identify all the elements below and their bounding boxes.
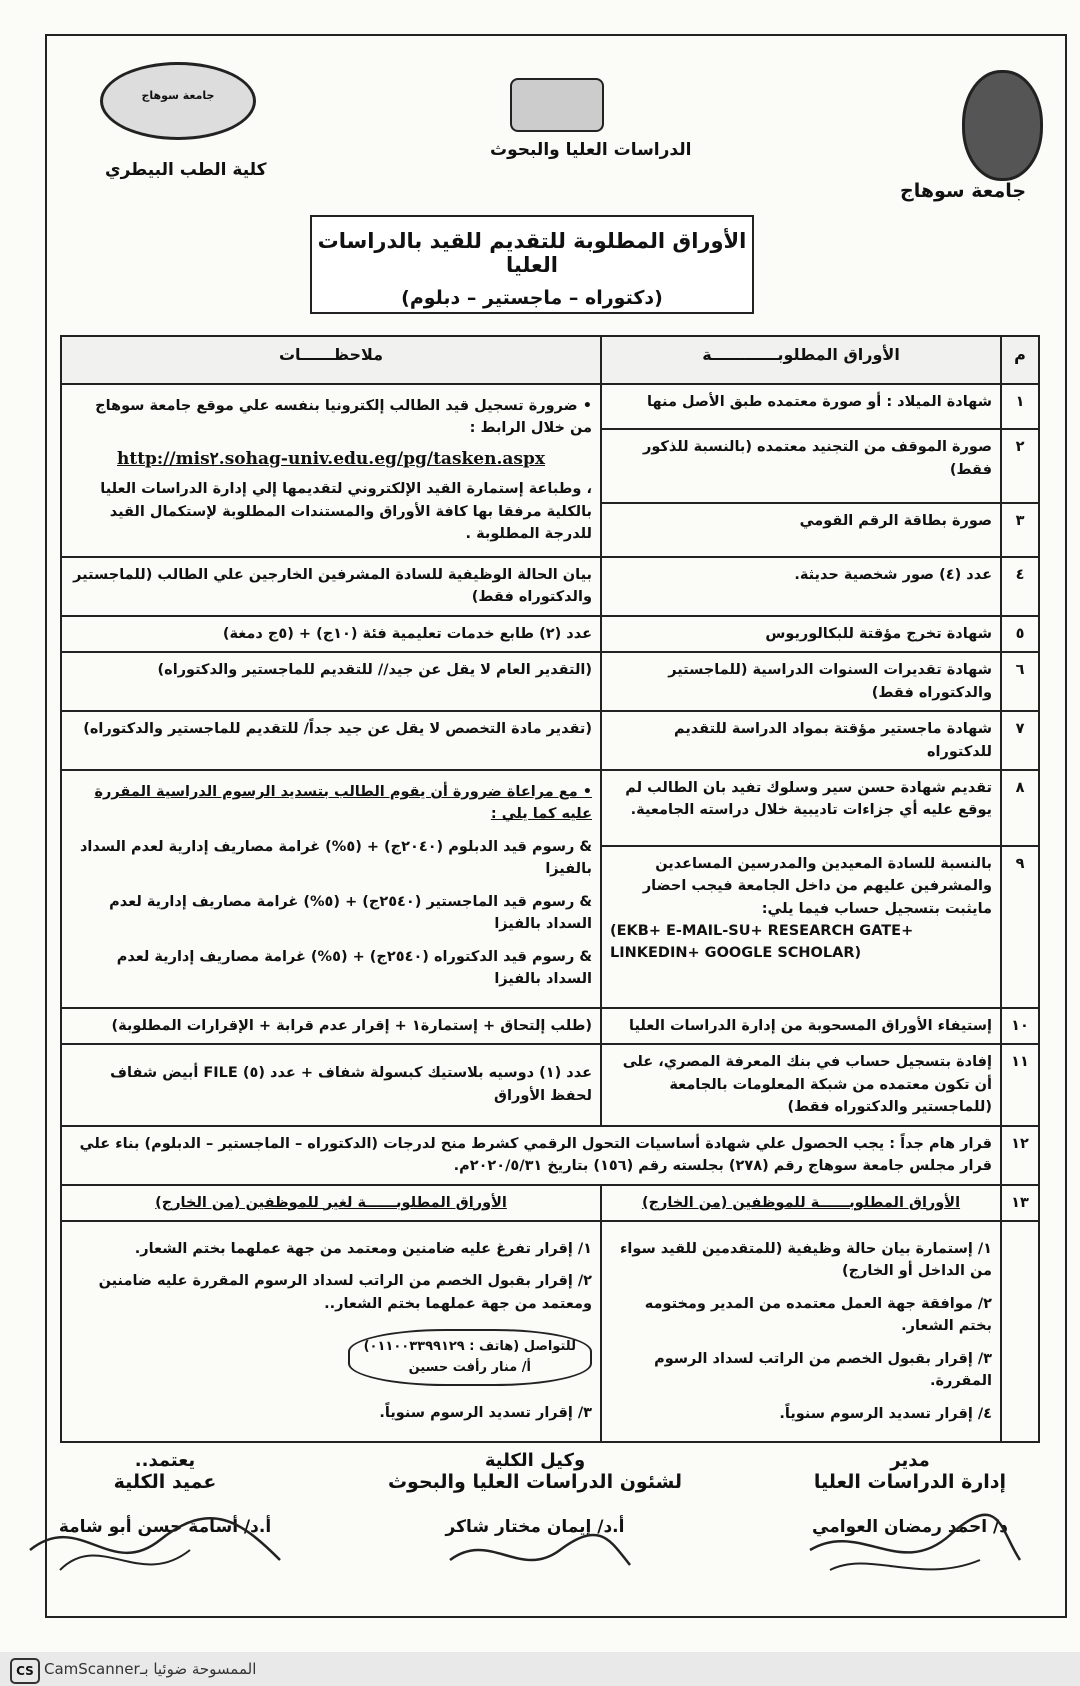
requirements-table — [60, 335, 1040, 1443]
dean-handwritten-signature — [20, 1490, 320, 1600]
vice-dean-handwritten-signature — [440, 1520, 640, 1590]
list-item: ٣/ إقرار تسديد الرسوم سنوياً. — [379, 1404, 592, 1421]
table-row — [61, 1185, 1039, 1221]
row-num: ١٠ — [1001, 1008, 1039, 1044]
row-num: ٨ — [1001, 770, 1039, 846]
row-num: ٧ — [1001, 711, 1039, 770]
table-row — [61, 557, 1039, 616]
camscanner-arabic-label: الممسوحة ضوئيا بـ — [140, 1660, 257, 1678]
row-num: ٦ — [1001, 652, 1039, 711]
row-note: عدد (١) دوسيه بلاستيك كبسولة شفاف + عدد (٥) FILE أبيض شفاف لحفظ الأوراق — [61, 1044, 601, 1125]
row-num: ٥ — [1001, 616, 1039, 652]
table-row — [61, 770, 1039, 846]
fees-intro: • مع مراعاة ضرورة أن يقوم الطالب بتسديد الرسوم الدراسية المقررة عليه كما يلي : — [94, 783, 592, 823]
notes-registration — [61, 384, 601, 557]
header-num: م — [1001, 336, 1039, 384]
list-item: ١/ إقرار تفرغ عليه ضامنين ومعتمد من جهة عملهما بختم الشعار. — [134, 1241, 592, 1257]
row-doc: إفادة بتسجيل حساب في بنك المعرفة المصري، على أن تكون معتمده من شبكة المعلومات بالجامعة (للماجستير والدكتوراه فقط) — [601, 1044, 1001, 1125]
header-documents: الأوراق المطلوبــــــــــــة — [601, 336, 1001, 384]
list-item: ٢/ إقرار بقبول الخصم من الراتب لسداد الرسوم المقررة عليه ضامنين ومعتمد من جهة عملهما بختم الشعار.. — [98, 1273, 592, 1312]
notes-line: • ضرورة تسجيل قيد الطالب إلكترونيا بنفسه علي موقع جامعة سوهاج من خلال الرابط : — [95, 398, 592, 437]
row-note: (طلب إلتحاق + إستمارة١ + إقرار عدم قرابة + الإقرارات المطلوبة) — [61, 1008, 601, 1044]
list-item: ٢/ موافقة جهة العمل معتمده من المدير ومختومه بختم الشعار. — [644, 1295, 992, 1335]
notes-line: ، وطباعة إستمارة القيد الإلكتروني لتقديمها إلي إدارة الدراسات العليا بالكلية مرفقا بها كافة الأوراق والمستندات المطلوبة لإستكمال القيد للدرجة المطلوبة . — [100, 481, 592, 543]
university-logo — [962, 70, 1043, 181]
non-employees-list — [61, 1221, 601, 1442]
faculty-seal-text: جامعة سوهاج — [141, 89, 215, 102]
table-row — [61, 652, 1039, 711]
non-employees-title: الأوراق المطلوبــــــة لغير للموظفين (من الخارج) — [61, 1185, 601, 1221]
contact-box — [348, 1329, 592, 1385]
row-doc-english: (EKB+ E-MAIL-SU+ RESEARCH GATE+ LINKEDIN+ GOOGLE SCHOLAR) — [610, 923, 914, 962]
contact-person: أ/ منار رأفت حسين — [408, 1359, 531, 1375]
row-doc: عدد (٤) صور شخصية حديثة. — [601, 557, 1001, 616]
books-emblem — [510, 78, 604, 132]
table-row — [61, 616, 1039, 652]
employees-title: الأوراق المطلوبــــــة للموظفين (من الخارج) — [601, 1185, 1001, 1221]
row-note: بيان الحالة الوظيفية للسادة المشرفين الخارجين علي الطالب (للماجستير والدكتوراه فقط) — [61, 557, 601, 616]
row-doc: شهادة تقديرات السنوات الدراسية (للماجستير والدكتوراه فقط) — [601, 652, 1001, 711]
row-num: ٤ — [1001, 557, 1039, 616]
signature-name: أ.د/ أسامة حسن أبو شامة — [58, 1517, 272, 1537]
page-title: الأوراق المطلوبة للتقديم للقيد بالدراسات العليا — [317, 229, 747, 277]
row-doc: تقديم شهادة حسن سير وسلوك تفيد بان الطالب لم يوقع عليه أي جزاءات تاديبية خلال دراسته الجامعية. — [601, 770, 1001, 846]
table-header-row — [61, 336, 1039, 384]
signature-role: عميد الكلية — [113, 1471, 217, 1493]
decision-note: قرار هام جداً : يجب الحصول علي شهادة أساسيات التحول الرقمي كشرط منح لدرجات (الدكتوراه – الماجستير – الدبلوم) بناء علي قرار مجلس جامعة سوهاج رقم (٢٧٨) بجلسته رقم (١٥٦) بتاريخ ٢٠٢٠/٥/٣١م. — [61, 1126, 1001, 1185]
row-doc: شهادة تخرج مؤقتة للبكالوريوس — [601, 616, 1001, 652]
notes-fees — [61, 770, 601, 1008]
row-num: ١٣ — [1001, 1185, 1039, 1221]
header-notes: ملاحظــــــات — [61, 336, 601, 384]
list-item: ٤/ إقرار تسديد الرسوم سنوياً. — [779, 1405, 992, 1422]
department-name: الدراسات العليا والبحوث — [490, 140, 692, 160]
signature-role: مدير — [890, 1450, 930, 1471]
faculty-seal — [100, 62, 256, 140]
table-row — [61, 1221, 1039, 1442]
row-num: ٢ — [1001, 429, 1039, 502]
table-row — [61, 1044, 1039, 1125]
signature-role: لشئون الدراسات العليا والبحوث — [387, 1471, 683, 1493]
signature-name: أ.د/ إيمان مختار شاكر — [445, 1517, 625, 1537]
row-doc — [601, 846, 1001, 1008]
row-num: ٣ — [1001, 503, 1039, 557]
row-note: (تقدير مادة التخصص لا يقل عن جيد جداً/ للتقديم للماجستير والدكتوراه) — [61, 711, 601, 770]
row-num: ٩ — [1001, 846, 1039, 1008]
title-box — [310, 215, 754, 314]
signature-role: وكيل الكلية — [484, 1450, 586, 1471]
row-doc: إستيفاء الأوراق المسحوبة من إدارة الدراسات العليا — [601, 1008, 1001, 1044]
row-note: عدد (٢) طابع خدمات تعليمية فئة (١٠ج) + (٥ج دمغة) — [61, 616, 601, 652]
row-doc: صورة الموقف من التجنيد معتمده (بالنسبة للذكور فقط) — [601, 429, 1001, 502]
row-num: ١٢ — [1001, 1126, 1039, 1185]
row-doc-text: بالنسبة للسادة المعيدين والمدرسين المساعدين والمشرفين عليهم من داخل الجامعة فيجب احضار مايثبت بتسجيل حساب فيما يلي: — [642, 855, 992, 917]
row-doc: صورة بطاقة الرقم القومي — [601, 503, 1001, 557]
camscanner-label: CamScanner — [44, 1660, 140, 1678]
table-row — [61, 1126, 1039, 1185]
page-subtitle: (دكتوراه – ماجستير – دبلوم) — [401, 287, 663, 309]
employees-list — [601, 1221, 1001, 1442]
row-doc: شهادة ماجستير مؤقتة بمواد الدراسة للتقديم للدكتوراه — [601, 711, 1001, 770]
fee-masters: & رسوم قيد الماجستير (٢٥٤٠ج) + (٥%) غرامة مصاريف إدارية لعدم السداد بالفيزا — [109, 893, 592, 933]
table-row — [61, 711, 1039, 770]
row-num: ١ — [1001, 384, 1039, 429]
registration-link[interactable]: http://mis٢.sohag-univ.edu.eg/pg/tasken.aspx — [116, 448, 546, 469]
signature-name: د/ احمد رمضان العوامي — [812, 1517, 1008, 1537]
signature-role: يعتمد.. — [134, 1450, 196, 1471]
director-handwritten-signature — [800, 1500, 1030, 1590]
row-doc: شهادة الميلاد : أو صورة معتمده طبق الأصل منها — [601, 384, 1001, 429]
contact-phone: للتواصل (هاتف : ٠١١٠٠٣٣٩٩١٢٩) — [363, 1339, 576, 1355]
scanner-footer — [0, 1652, 1080, 1686]
list-item: ٣/ إقرار بقبول الخصم من الراتب لسداد الرسوم المقررة. — [654, 1350, 992, 1390]
list-item: ١/ إستمارة بيان حالة وظيفية (للمتقدمين للقيد سواء من الداخل أو الخارج) — [620, 1241, 992, 1280]
university-name: جامعة سوهاج — [900, 180, 1027, 202]
row-note: (التقدير العام لا يقل عن جيد// للتقديم للماجستير والدكتوراه) — [61, 652, 601, 711]
table-row — [61, 384, 1039, 429]
signature-role: إدارة الدراسات العليا — [813, 1471, 1007, 1493]
row-num: ١١ — [1001, 1044, 1039, 1125]
fee-diploma: & رسوم قيد الدبلوم (٢٠٤٠ج) + (٥%) غرامة مصاريف إدارية لعدم السداد بالفيزا — [79, 838, 592, 878]
faculty-name: كلية الطب البيطري — [105, 160, 267, 180]
table-row — [61, 1008, 1039, 1044]
camscanner-logo: CS — [10, 1658, 40, 1684]
fee-doctorate: & رسوم قيد الدكتوراه (٢٥٤٠ج) + (٥%) غرامة مصاريف إدارية لعدم السداد بالفيزا — [116, 948, 592, 988]
